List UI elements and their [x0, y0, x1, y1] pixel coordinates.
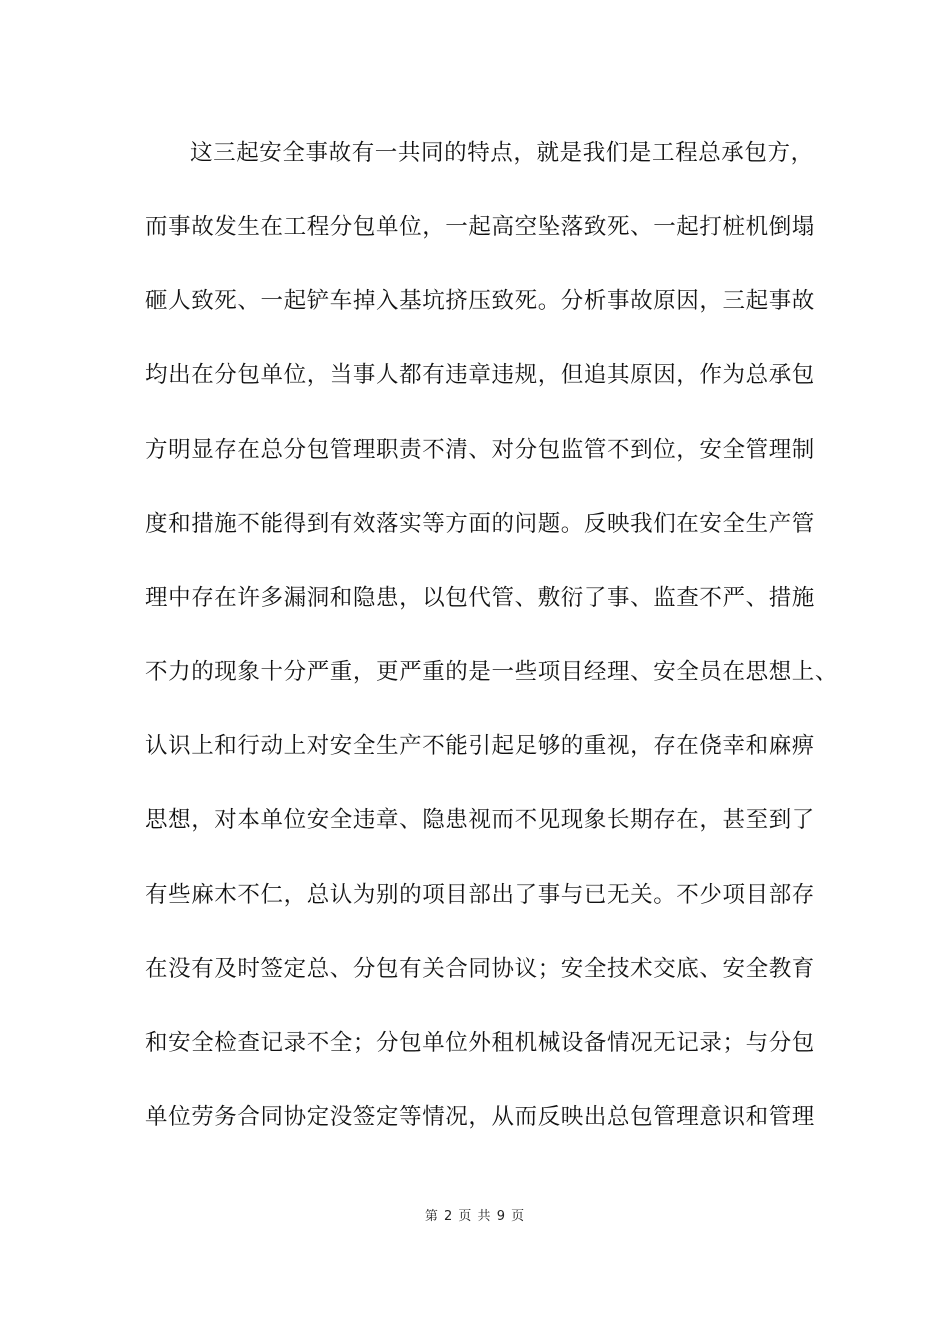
footer-middle: 页 共 — [458, 1209, 492, 1224]
paragraph-line: 和安全检查记录不全；分包单位外租机械设备情况无记录；与分包 — [145, 1030, 815, 1056]
paragraph-line: 在没有及时签定总、分包有关合同协议；安全技术交底、安全教育 — [145, 956, 815, 982]
paragraph-line: 这三起安全事故有一共同的特点，就是我们是工程总承包方， — [190, 140, 814, 166]
paragraph-line: 理中存在许多漏洞和隐患，以包代管、敷衍了事、监查不严、措施 — [145, 585, 815, 611]
paragraph-line: 而事故发生在工程分包单位，一起高空坠落致死、一起打桩机倒塌 — [145, 214, 815, 240]
paragraph-line: 砸人致死、一起铲车掉入基坑挤压致死。分析事故原因，三起事故 — [145, 288, 815, 314]
paragraph-line: 度和措施不能得到有效落实等方面的问题。反映我们在安全生产管 — [145, 511, 815, 537]
paragraph-line: 单位劳务合同协定没签定等情况，从而反映出总包管理意识和管理 — [145, 1104, 815, 1130]
paragraph-line: 方明显存在总分包管理职责不清、对分包监管不到位，安全管理制 — [145, 437, 815, 463]
paragraph-line: 均出在分包单位，当事人都有违章违规，但追其原因，作为总承包 — [145, 362, 815, 388]
total-pages-number: 9 — [496, 1209, 506, 1224]
paragraph-line: 思想，对本单位安全违章、隐患视而不见现象长期存在，甚至到了 — [145, 807, 815, 833]
paragraph-line: 认识上和行动上对安全生产不能引起足够的重视，存在侥幸和麻痹 — [145, 733, 815, 759]
paragraph-line: 不力的现象十分严重，更严重的是一些项目经理、安全员在思想上、 — [145, 659, 839, 685]
footer-suffix: 页 — [511, 1209, 526, 1224]
current-page-number: 2 — [444, 1209, 454, 1224]
paragraph-line: 有些麻木不仁，总认为别的项目部出了事与已无关。不少项目部存 — [145, 882, 815, 908]
footer-prefix: 第 — [424, 1209, 439, 1224]
page-footer — [0, 1208, 950, 1226]
